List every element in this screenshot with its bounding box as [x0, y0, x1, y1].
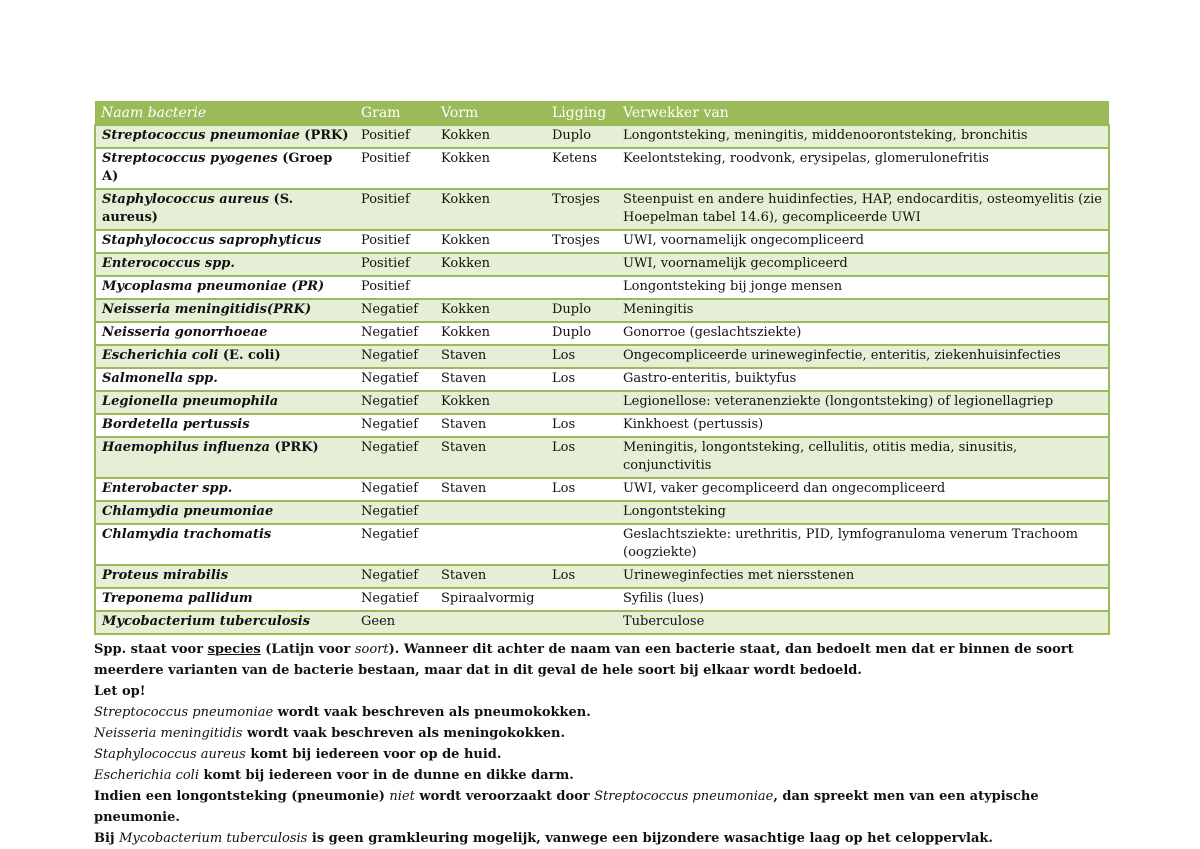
cell-ligging	[546, 276, 617, 299]
cell-vorm: Kokken	[435, 148, 546, 189]
cell-gram: Positief	[355, 148, 435, 189]
cell-ligging: Duplo	[546, 125, 617, 148]
cell-naam	[95, 230, 355, 253]
cell-gram: Negatief	[355, 588, 435, 611]
bacteria-table	[94, 101, 1110, 635]
cell-naam	[95, 148, 355, 189]
table-row	[95, 368, 1109, 391]
cell-vorm: Kokken	[435, 391, 546, 414]
notes	[94, 639, 1108, 849]
cell-verwekker: Geslachtsziekte: urethritis, PID, lymfogranuloma venerum Trachoom (oogziekte)	[617, 524, 1109, 565]
cell-ligging	[546, 253, 617, 276]
cell-vorm: Staven	[435, 368, 546, 391]
cell-naam	[95, 437, 355, 478]
species-suffix: (E. coli)	[218, 348, 281, 363]
cell-vorm: Kokken	[435, 299, 546, 322]
table-row	[95, 276, 1109, 299]
table-row	[95, 345, 1109, 368]
table-row	[95, 414, 1109, 437]
table-body	[95, 125, 1109, 634]
cell-vorm: Kokken	[435, 125, 546, 148]
cell-naam	[95, 189, 355, 230]
table-row	[95, 478, 1109, 501]
note-line-5: Indien een longontsteking (pneumonie) niet wordt veroorzaakt door Streptococcus pneumoniae, dan spreekt men van een atypische pneumonie.	[94, 789, 1039, 825]
cell-naam	[95, 565, 355, 588]
species-name: Treponema pallidum	[102, 591, 253, 606]
cell-gram: Positief	[355, 125, 435, 148]
cell-gram: Positief	[355, 276, 435, 299]
cell-vorm: Kokken	[435, 189, 546, 230]
cell-verwekker: UWI, voornamelijk gecompliceerd	[617, 253, 1109, 276]
cell-ligging	[546, 611, 617, 634]
cell-verwekker: Gonorroe (geslachtsziekte)	[617, 322, 1109, 345]
table-row	[95, 189, 1109, 230]
species-suffix: (PRK)	[269, 440, 319, 455]
note-line-6: Bij Mycobacterium tuberculosis is geen gramkleuring mogelijk, vanwege een bijzondere wasachtige laag op het celoppervlak.	[94, 831, 993, 846]
cell-naam	[95, 391, 355, 414]
cell-ligging: Los	[546, 345, 617, 368]
document-page	[94, 101, 1108, 849]
species-name: Enterobacter spp.	[102, 481, 233, 496]
cell-verwekker: UWI, voornamelijk ongecompliceerd	[617, 230, 1109, 253]
cell-verwekker: Kinkhoest (pertussis)	[617, 414, 1109, 437]
cell-ligging	[546, 391, 617, 414]
cell-naam	[95, 478, 355, 501]
cell-ligging: Duplo	[546, 322, 617, 345]
cell-naam	[95, 322, 355, 345]
species-name: Streptococcus pyogenes	[102, 151, 278, 166]
cell-naam	[95, 368, 355, 391]
cell-gram: Negatief	[355, 437, 435, 478]
note-line-4: Escherichia coli komt bij iedereen voor in de dunne en dikke darm.	[94, 768, 574, 783]
cell-verwekker: Gastro-enteritis, buiktyfus	[617, 368, 1109, 391]
cell-ligging: Trosjes	[546, 230, 617, 253]
cell-gram: Negatief	[355, 368, 435, 391]
cell-vorm: Kokken	[435, 230, 546, 253]
note-line-3: Staphylococcus aureus komt bij iedereen voor op de huid.	[94, 747, 502, 762]
cell-verwekker: Longontsteking	[617, 501, 1109, 524]
note-line-2: Neisseria meningitidis wordt vaak beschreven als meningokokken.	[94, 726, 565, 741]
species-suffix: (S. aureus)	[102, 192, 294, 225]
species-suffix: (Groep A)	[102, 151, 333, 184]
species-name: Haemophilus influenza	[102, 440, 270, 455]
species-name: Salmonella spp.	[102, 371, 218, 386]
cell-naam	[95, 345, 355, 368]
cell-vorm: Staven	[435, 437, 546, 478]
cell-naam	[95, 501, 355, 524]
header-naam: Naam bacterie	[95, 102, 355, 125]
header-verwekker: Verwekker van	[617, 102, 1109, 125]
species-name: Enterococcus spp.	[102, 256, 235, 271]
cell-vorm: Staven	[435, 414, 546, 437]
cell-gram: Negatief	[355, 414, 435, 437]
cell-verwekker: Longontsteking bij jonge mensen	[617, 276, 1109, 299]
header-vorm: Vorm	[435, 102, 546, 125]
cell-naam	[95, 588, 355, 611]
species-name: Neisseria gonorrhoeae	[102, 325, 268, 340]
cell-naam	[95, 276, 355, 299]
cell-verwekker: Meningitis, longontsteking, cellulitis, otitis media, sinusitis, conjunctivitis	[617, 437, 1109, 478]
table-row	[95, 322, 1109, 345]
table-row	[95, 230, 1109, 253]
cell-naam	[95, 414, 355, 437]
cell-gram: Positief	[355, 189, 435, 230]
species-name: Streptococcus pneumoniae	[102, 128, 300, 143]
cell-verwekker: Meningitis	[617, 299, 1109, 322]
cell-vorm	[435, 501, 546, 524]
cell-gram: Negatief	[355, 391, 435, 414]
cell-vorm: Kokken	[435, 322, 546, 345]
species-name: Neisseria meningitidis(PRK)	[102, 302, 312, 317]
cell-vorm	[435, 524, 546, 565]
table-row	[95, 611, 1109, 634]
species-name: Escherichia coli	[102, 348, 219, 363]
cell-ligging: Trosjes	[546, 189, 617, 230]
cell-naam	[95, 299, 355, 322]
cell-vorm: Staven	[435, 345, 546, 368]
table-header-row	[95, 102, 1109, 125]
cell-verwekker: Tuberculose	[617, 611, 1109, 634]
cell-vorm: Kokken	[435, 253, 546, 276]
cell-gram: Geen	[355, 611, 435, 634]
note-line-1: Streptococcus pneumoniae wordt vaak beschreven als pneumokokken.	[94, 705, 591, 720]
cell-gram: Negatief	[355, 524, 435, 565]
cell-verwekker: Keelontsteking, roodvonk, erysipelas, glomerulonefritis	[617, 148, 1109, 189]
species-name: Chlamydia pneumoniae	[102, 504, 274, 519]
cell-ligging	[546, 501, 617, 524]
species-name: Legionella pneumophila	[102, 394, 279, 409]
cell-verwekker: Legionellose: veteranenziekte (longontsteking) of legionellagriep	[617, 391, 1109, 414]
header-ligging: Ligging	[546, 102, 617, 125]
cell-ligging: Ketens	[546, 148, 617, 189]
cell-gram: Negatief	[355, 501, 435, 524]
cell-vorm	[435, 611, 546, 634]
cell-verwekker: Steenpuist en andere huidinfecties, HAP, endocarditis, osteomyelitis (zie Hoepelman tabel 14.6), gecompliceerde UWI	[617, 189, 1109, 230]
table-row	[95, 253, 1109, 276]
cell-gram: Positief	[355, 253, 435, 276]
species-name: Chlamydia trachomatis	[102, 527, 272, 542]
cell-naam	[95, 524, 355, 565]
table-row	[95, 125, 1109, 148]
table-row	[95, 565, 1109, 588]
species-name: Mycobacterium tuberculosis	[102, 614, 310, 629]
cell-naam	[95, 253, 355, 276]
species-suffix: (PRK)	[299, 128, 349, 143]
cell-naam	[95, 125, 355, 148]
cell-ligging: Los	[546, 368, 617, 391]
table-row	[95, 148, 1109, 189]
cell-ligging	[546, 524, 617, 565]
species-name: Staphylococcus saprophyticus	[102, 233, 322, 248]
cell-gram: Negatief	[355, 345, 435, 368]
cell-vorm: Staven	[435, 478, 546, 501]
species-name: Proteus mirabilis	[102, 568, 229, 583]
table-row	[95, 501, 1109, 524]
cell-ligging: Duplo	[546, 299, 617, 322]
cell-vorm	[435, 276, 546, 299]
header-gram: Gram	[355, 102, 435, 125]
cell-gram: Negatief	[355, 299, 435, 322]
cell-naam	[95, 611, 355, 634]
cell-gram: Negatief	[355, 565, 435, 588]
cell-verwekker: Longontsteking, meningitis, middenoorontsteking, bronchitis	[617, 125, 1109, 148]
table-row	[95, 437, 1109, 478]
cell-vorm: Spiraalvormig	[435, 588, 546, 611]
cell-ligging: Los	[546, 565, 617, 588]
cell-ligging: Los	[546, 414, 617, 437]
species-name: Bordetella pertussis	[102, 417, 250, 432]
cell-verwekker: Ongecompliceerde urineweginfectie, enteritis, ziekenhuisinfecties	[617, 345, 1109, 368]
cell-gram: Positief	[355, 230, 435, 253]
table-row	[95, 588, 1109, 611]
cell-ligging: Los	[546, 437, 617, 478]
table-row	[95, 524, 1109, 565]
cell-verwekker: UWI, vaker gecompliceerd dan ongecompliceerd	[617, 478, 1109, 501]
species-name: Staphylococcus aureus	[102, 192, 270, 207]
cell-verwekker: Syfilis (lues)	[617, 588, 1109, 611]
cell-ligging: Los	[546, 478, 617, 501]
table-row	[95, 391, 1109, 414]
table-row	[95, 299, 1109, 322]
note-spp: Spp. staat voor species (Latijn voor soort). Wanneer dit achter de naam van een bacterie staat, dan bedoelt men dat er binnen de soort meerdere varianten van de bacterie bestaan, maar dat in dit geval de hele soort bij elkaar wordt bedoeld.	[94, 642, 1074, 678]
cell-gram: Negatief	[355, 322, 435, 345]
cell-gram: Negatief	[355, 478, 435, 501]
note-letop: Let op!	[94, 684, 146, 699]
cell-vorm: Staven	[435, 565, 546, 588]
cell-verwekker: Urineweginfecties met niersstenen	[617, 565, 1109, 588]
species-name: Mycoplasma pneumoniae (PR)	[102, 279, 325, 294]
cell-ligging	[546, 588, 617, 611]
